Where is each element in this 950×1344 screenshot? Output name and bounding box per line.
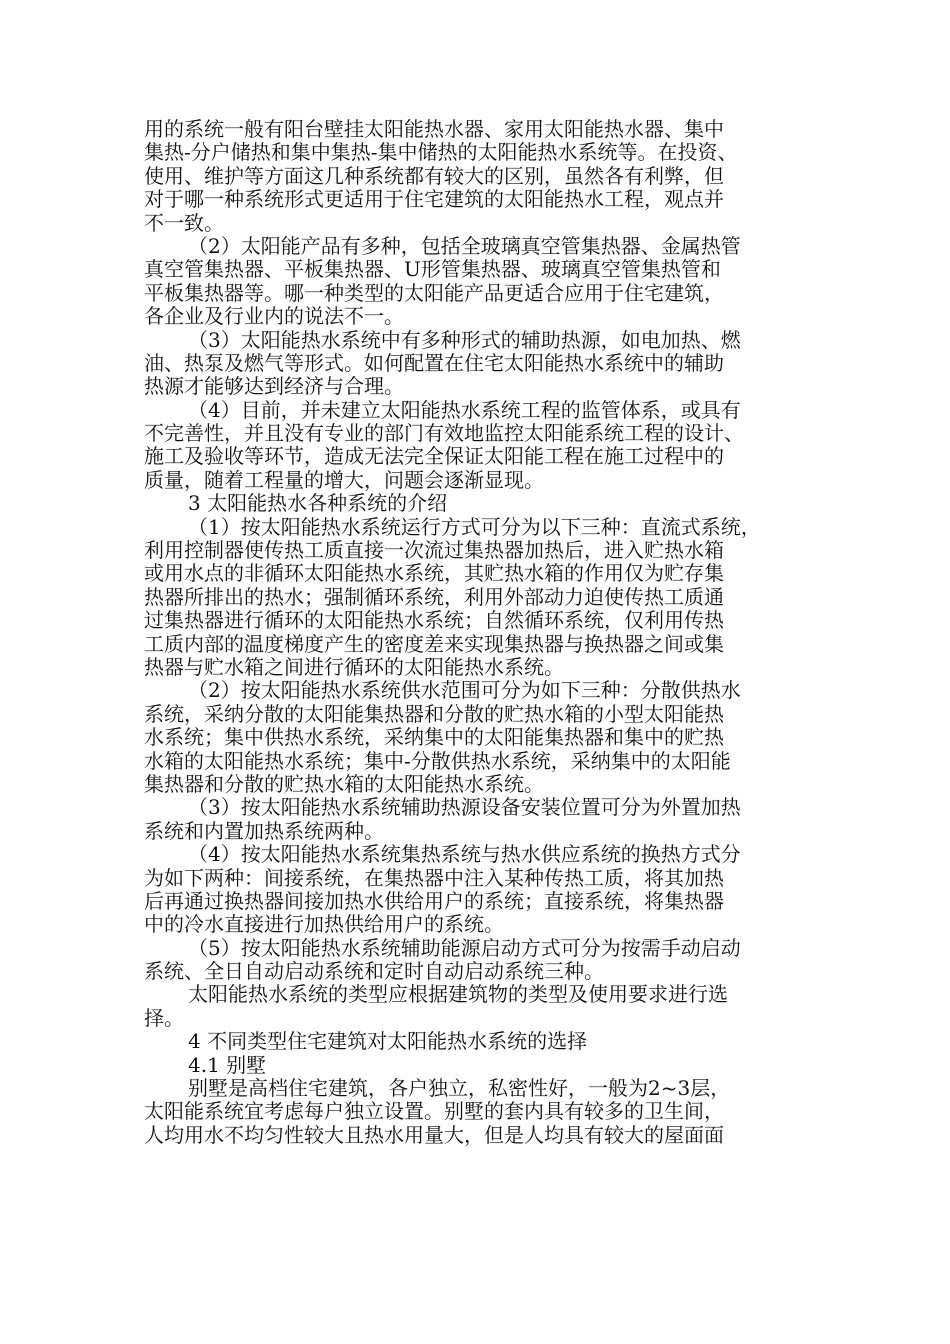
- text-line: 中的冷水直接进行加热供给用户的系统。: [144, 912, 504, 937]
- text-line: 为如下两种：间接系统，在集热器中注入某种传热工质，将其加热: [144, 865, 724, 890]
- text-line: 用的系统一般有阳台壁挂太阳能热水器、家用太阳能热水器、集中: [144, 117, 724, 141]
- text-line: 4.1 别墅: [188, 1052, 267, 1077]
- text-line: 热器与贮水箱之间进行循环的太阳能热水系统。: [144, 654, 564, 679]
- document-body: [144, 118, 824, 1147]
- text-line: 油、热泵及燃气等形式。如何配置在住宅太阳能热水系统中的辅助: [144, 350, 724, 375]
- text-line: 工质内部的温度梯度产生的密度差来实现集热器与换热器之间或集: [144, 631, 724, 656]
- text-line: 集热-分户储热和集中集热-集中储热的太阳能热水系统等。在投资、: [144, 140, 738, 165]
- text-line: 水箱的太阳能热水系统；集中-分散供热水系统，采纳集中的太阳能: [144, 748, 731, 773]
- text-line: 真空管集热器、平板集热器、U形管集热器、玻璃真空管集热管和: [144, 257, 721, 282]
- text-line: 后再通过换热器间接加热水供给用户的系统；直接系统，将集热器: [144, 888, 724, 913]
- text-line: （2）太阳能产品有多种，包括全玻璃真空管集热器、金属热管: [188, 233, 741, 258]
- text-line: 不一致。: [144, 210, 224, 235]
- text-line: 施工及验收等环节，造成无法完全保证太阳能工程在施工过程中的: [144, 444, 724, 469]
- text-line: 热源才能够达到经济与合理。: [144, 374, 404, 399]
- text-line: （4）目前，并未建立太阳能热水系统工程的监管体系，或具有: [188, 397, 741, 422]
- text-line: 热器所排出的热水；强制循环系统，利用外部动力迫使传热工质通: [144, 584, 724, 609]
- text-line: 4 不同类型住宅建筑对太阳能热水系统的选择: [188, 1029, 588, 1054]
- text-line: 对于哪一种系统形式更适用于住宅建筑的太阳能热水工程，观点并: [144, 187, 724, 212]
- text-line: 人均用水不均匀性较大且热水用量大，但是人均具有较大的屋面面: [144, 1122, 724, 1147]
- text-line: 太阳能系统宜考虑每户独立设置。别墅的套内具有较多的卫生间，: [144, 1099, 724, 1124]
- text-line: 质量，随着工程量的增大，问题会逐渐显现。: [144, 467, 544, 492]
- text-line: 使用、维护等方面这几种系统都有较大的区别，虽然各有利弊，但: [144, 163, 724, 188]
- text-line: 平板集热器等。哪一种类型的太阳能产品更适合应用于住宅建筑，: [144, 280, 724, 305]
- text-line: 各企业及行业内的说法不一。: [144, 304, 404, 329]
- text-line: （4）按太阳能热水系统集热系统与热水供应系统的换热方式分: [188, 842, 741, 867]
- text-line: 3 太阳能热水各种系统的介绍: [188, 491, 448, 516]
- text-line: （5）按太阳能热水系统辅助能源启动方式可分为按需手动启动: [188, 935, 741, 960]
- text-line: 太阳能热水系统的类型应根据建筑物的类型及使用要求进行选: [188, 982, 728, 1007]
- text-line: 系统、全日自动启动系统和定时自动启动系统三种。: [144, 959, 604, 984]
- text-line: （3）太阳能热水系统中有多种形式的辅助热源，如电加热、燃: [188, 327, 741, 352]
- text-line: 或用水点的非循环太阳能热水系统，其贮热水箱的作用仅为贮存集: [144, 561, 724, 586]
- text-line: 择。: [144, 1005, 184, 1030]
- text-line: （2）按太阳能热水系统供水范围可分为如下三种：分散供热水: [188, 678, 741, 703]
- text-line: 过集热器进行循环的太阳能热水系统；自然循环系统，仅利用传热: [144, 608, 724, 633]
- text-line: 系统，采纳分散的太阳能集热器和分散的贮热水箱的小型太阳能热: [144, 701, 724, 726]
- text-line: 集热器和分散的贮热水箱的太阳能热水系统。: [144, 771, 544, 796]
- text-line: 不完善性，并且没有专业的部门有效地监控太阳能系统工程的设计、: [144, 421, 744, 446]
- text-line: 别墅是高档住宅建筑，各户独立，私密性好，一般为2~3层，: [188, 1076, 731, 1101]
- text-line: （3）按太阳能热水系统辅助热源设备安装位置可分为外置加热: [188, 795, 741, 820]
- text-line: 利用控制器使传热工质直接一次流过集热器加热后，进入贮热水箱: [144, 538, 724, 563]
- text-line: 系统和内置加热系统两种。: [144, 818, 384, 843]
- text-line: 水系统；集中供热水系统，采纳集中的太阳能集热器和集中的贮热: [144, 725, 724, 750]
- text-line: （1）按太阳能热水系统运行方式可分为以下三种：直流式系统，: [188, 514, 761, 539]
